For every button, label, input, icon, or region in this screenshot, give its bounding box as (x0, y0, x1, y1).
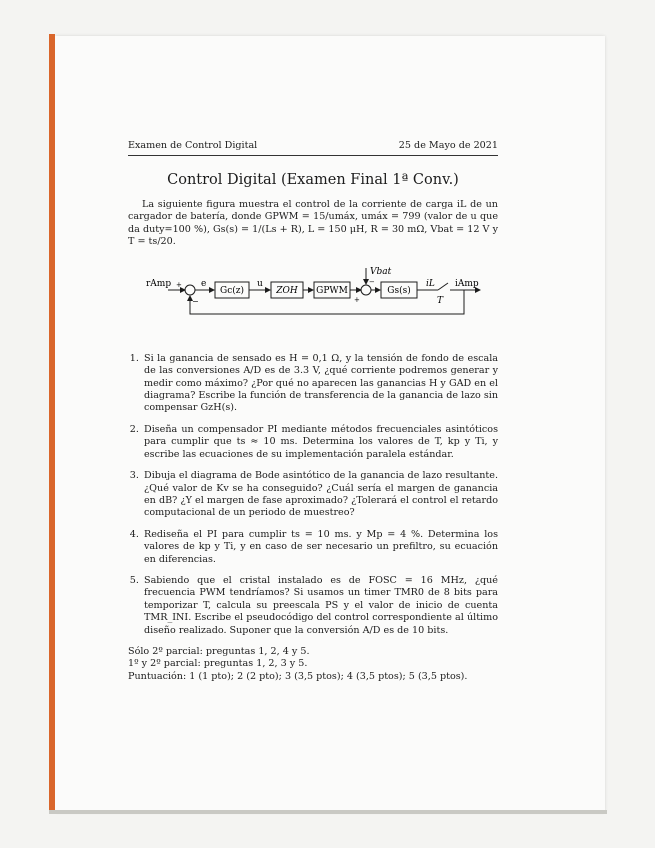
label-il: iL (426, 279, 435, 290)
summing-junction-1 (185, 285, 195, 295)
label-plus1: + (176, 281, 182, 290)
note-partial-2: Sólo 2º parcial: preguntas 1, 2, 4 y 5. (128, 645, 310, 657)
label-output: iAmp (455, 279, 479, 290)
intro-paragraph: La siguiente figura muestra el control de la corriente de carga iL de un cargador de batería, donde GPWM = 15/umáx, umáx = 799 (valor de u que da duty=100 %), Gs(s) = 1/(Ls + R), L = 150 μH, R = 30 mΩ, Vbat = 12 V y T = ts/20. (128, 198, 498, 248)
label-vbat: Vbat (370, 267, 392, 278)
label-error: e (201, 279, 207, 290)
note-score: Puntuación: 1 (1 pto); 2 (2 pto); 3 (3,5 ptos); 4 (3,5 ptos); 5 (3,5 ptos). (128, 670, 468, 682)
label-sampler: T (437, 296, 444, 307)
page-header (128, 140, 498, 156)
label-gc: Gc(z) (220, 286, 244, 297)
exam-title: Control Digital (Examen Final 1ª Conv.) (167, 172, 459, 189)
label-gpwm: GPWM (316, 286, 348, 297)
question-2: 2. Diseña un compensador PI mediante métodos frecuenciales asintóticos para cumplir que ts ≈ 10 ms. Determina los valores de T, kp y Ti, y escribe las ecuaciones de su implementación paralela estándar. (142, 424, 498, 461)
header-left: Examen de Control Digital (128, 140, 258, 151)
exam-page (128, 140, 498, 683)
label-input: rAmp (146, 279, 172, 290)
label-minus2: − (369, 278, 375, 287)
block-diagram (128, 264, 498, 326)
question-4: 4. Rediseña el PI para cumplir ts = 10 ms. y Mp = 4 %. Determina los valores de kp y Ti, y en caso de ser necesario un prefiltro, su ecuación en diferencias. (142, 529, 498, 566)
header-date: 25 de Mayo de 2021 (398, 140, 498, 151)
sampler-switch (438, 283, 448, 290)
label-minus1: − (192, 297, 199, 307)
question-5: 5. Sabiendo que el cristal instalado es de FOSC = 16 MHz, ¿qué frecuencia PWM tendríamos? Si usamos un timer TMR0 de 8 bits para temporizar T, calcula su preescala PS y el valor de inicio de cuenta TMR_INI. Escribe el pseudocódigo del control correspondiente al último diseño realizado. Suponer que la conversión A/D es de 10 bits. (142, 575, 498, 637)
summing-junction-2 (361, 285, 371, 295)
label-gs: Gs(s) (387, 286, 411, 297)
question-list (128, 353, 498, 637)
question-1: 1. Si la ganancia de sensado es H = 0,1 Ω, y la tensión de fondo de escala de las conversiones A/D es de 3.3 V, ¿qué corriente podremos generar y medir como máximo? ¿Por qué no aparecen las ganancias H y GAD en el diagrama? Escribe la función de transferencia de la ganancia de lazo sin compensar GzH(s). (142, 353, 498, 415)
label-u: u (257, 279, 263, 290)
label-zoh: ZOH (276, 286, 298, 297)
notes (128, 646, 498, 683)
note-partial-1-2: 1º y 2º parcial: preguntas 1, 2, 3 y 5. (128, 658, 308, 670)
paper-bottom-edge (49, 810, 607, 814)
paper-edge (49, 34, 55, 814)
label-plus2: + (354, 296, 360, 305)
question-3: 3. Dibuja el diagrama de Bode asintótico de la ganancia de lazo resultante. ¿Qué valor de Kv se ha conseguido? ¿Cuál sería el margen de ganancia en dB? ¿Y el margen de fase aproximado? ¿Tolerará el control el retardo computacional de un periodo de muestreo? (142, 470, 498, 520)
